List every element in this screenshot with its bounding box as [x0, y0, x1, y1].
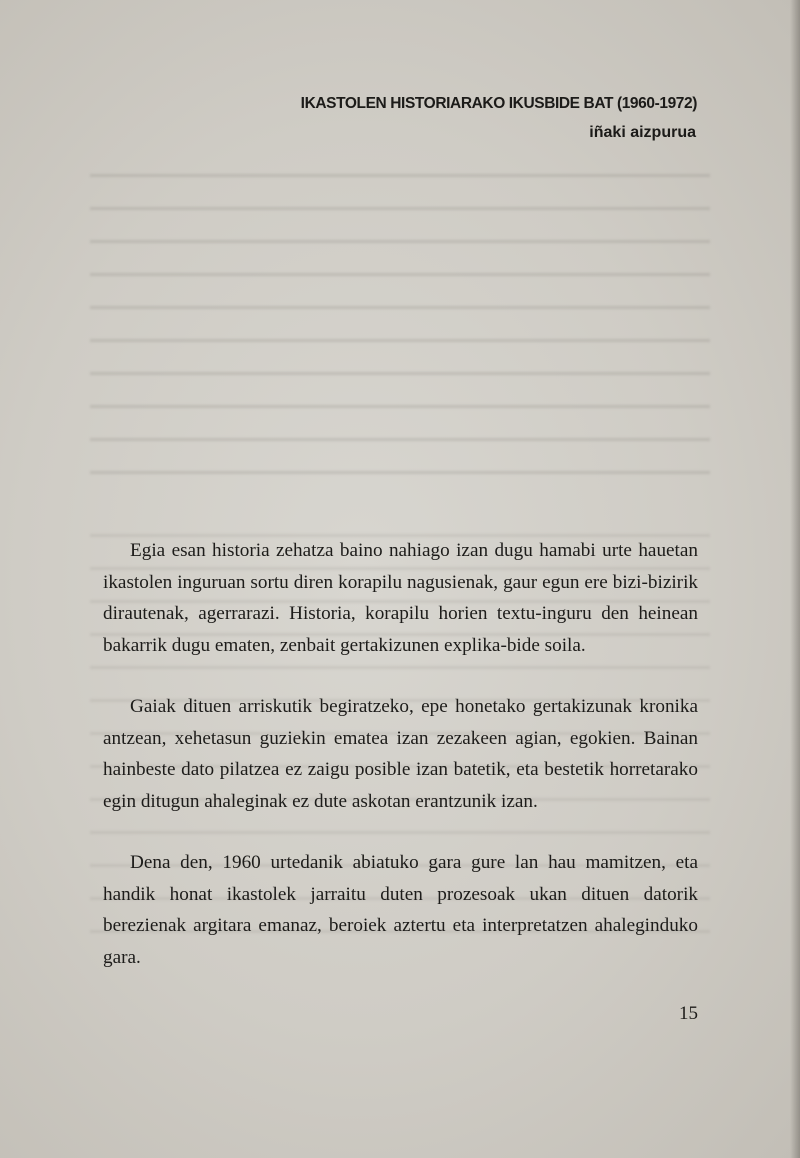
- page-edge-shadow: [790, 0, 800, 1158]
- paragraph-3: Dena den, 1960 urtedanik abiatuko gara gure lan hau mamitzen, eta handik honat ikastolek jarraitu duten prozesoak ukan dituen datorik berezienak argitara emanaz, beroiek aztertu eta interpretatzen ahaleginduko gara.: [103, 852, 698, 968]
- paragraph-1: Egia esan historia zehatza baino nahiago izan dugu hamabi urte hauetan ikastolen inguruan sortu diren korapilu nagusienak, gaur egun ere bizi-bizirik dirautenak, agerrarazi. Historia, korapilu horien textu-inguru den heinean bakarrik dugu ematen, zenbait gertakizunen explika-bide soila.: [103, 540, 698, 656]
- paragraph-2: Gaiak dituen arriskutik begiratzeko, epe honetako gertakizunak kronika antzean, xehetasun guziekin ematea izan zezakeen agian, egokien. Bainan hainbeste dato pilatzea ez zaigu posible izan batetik, eta bestetik horretarako egin ditugun ahaleginak ez dute askotan erantzunik izan.: [103, 696, 698, 812]
- article-author: iñaki aizpurua: [589, 124, 696, 141]
- bleed-through-text: [90, 160, 710, 500]
- article-title: IKASTOLEN HISTORIARAKO IKUSBIDE BAT (1960-1972): [300, 95, 697, 112]
- page-number: 15: [679, 1003, 698, 1024]
- article-body: [103, 535, 698, 1003]
